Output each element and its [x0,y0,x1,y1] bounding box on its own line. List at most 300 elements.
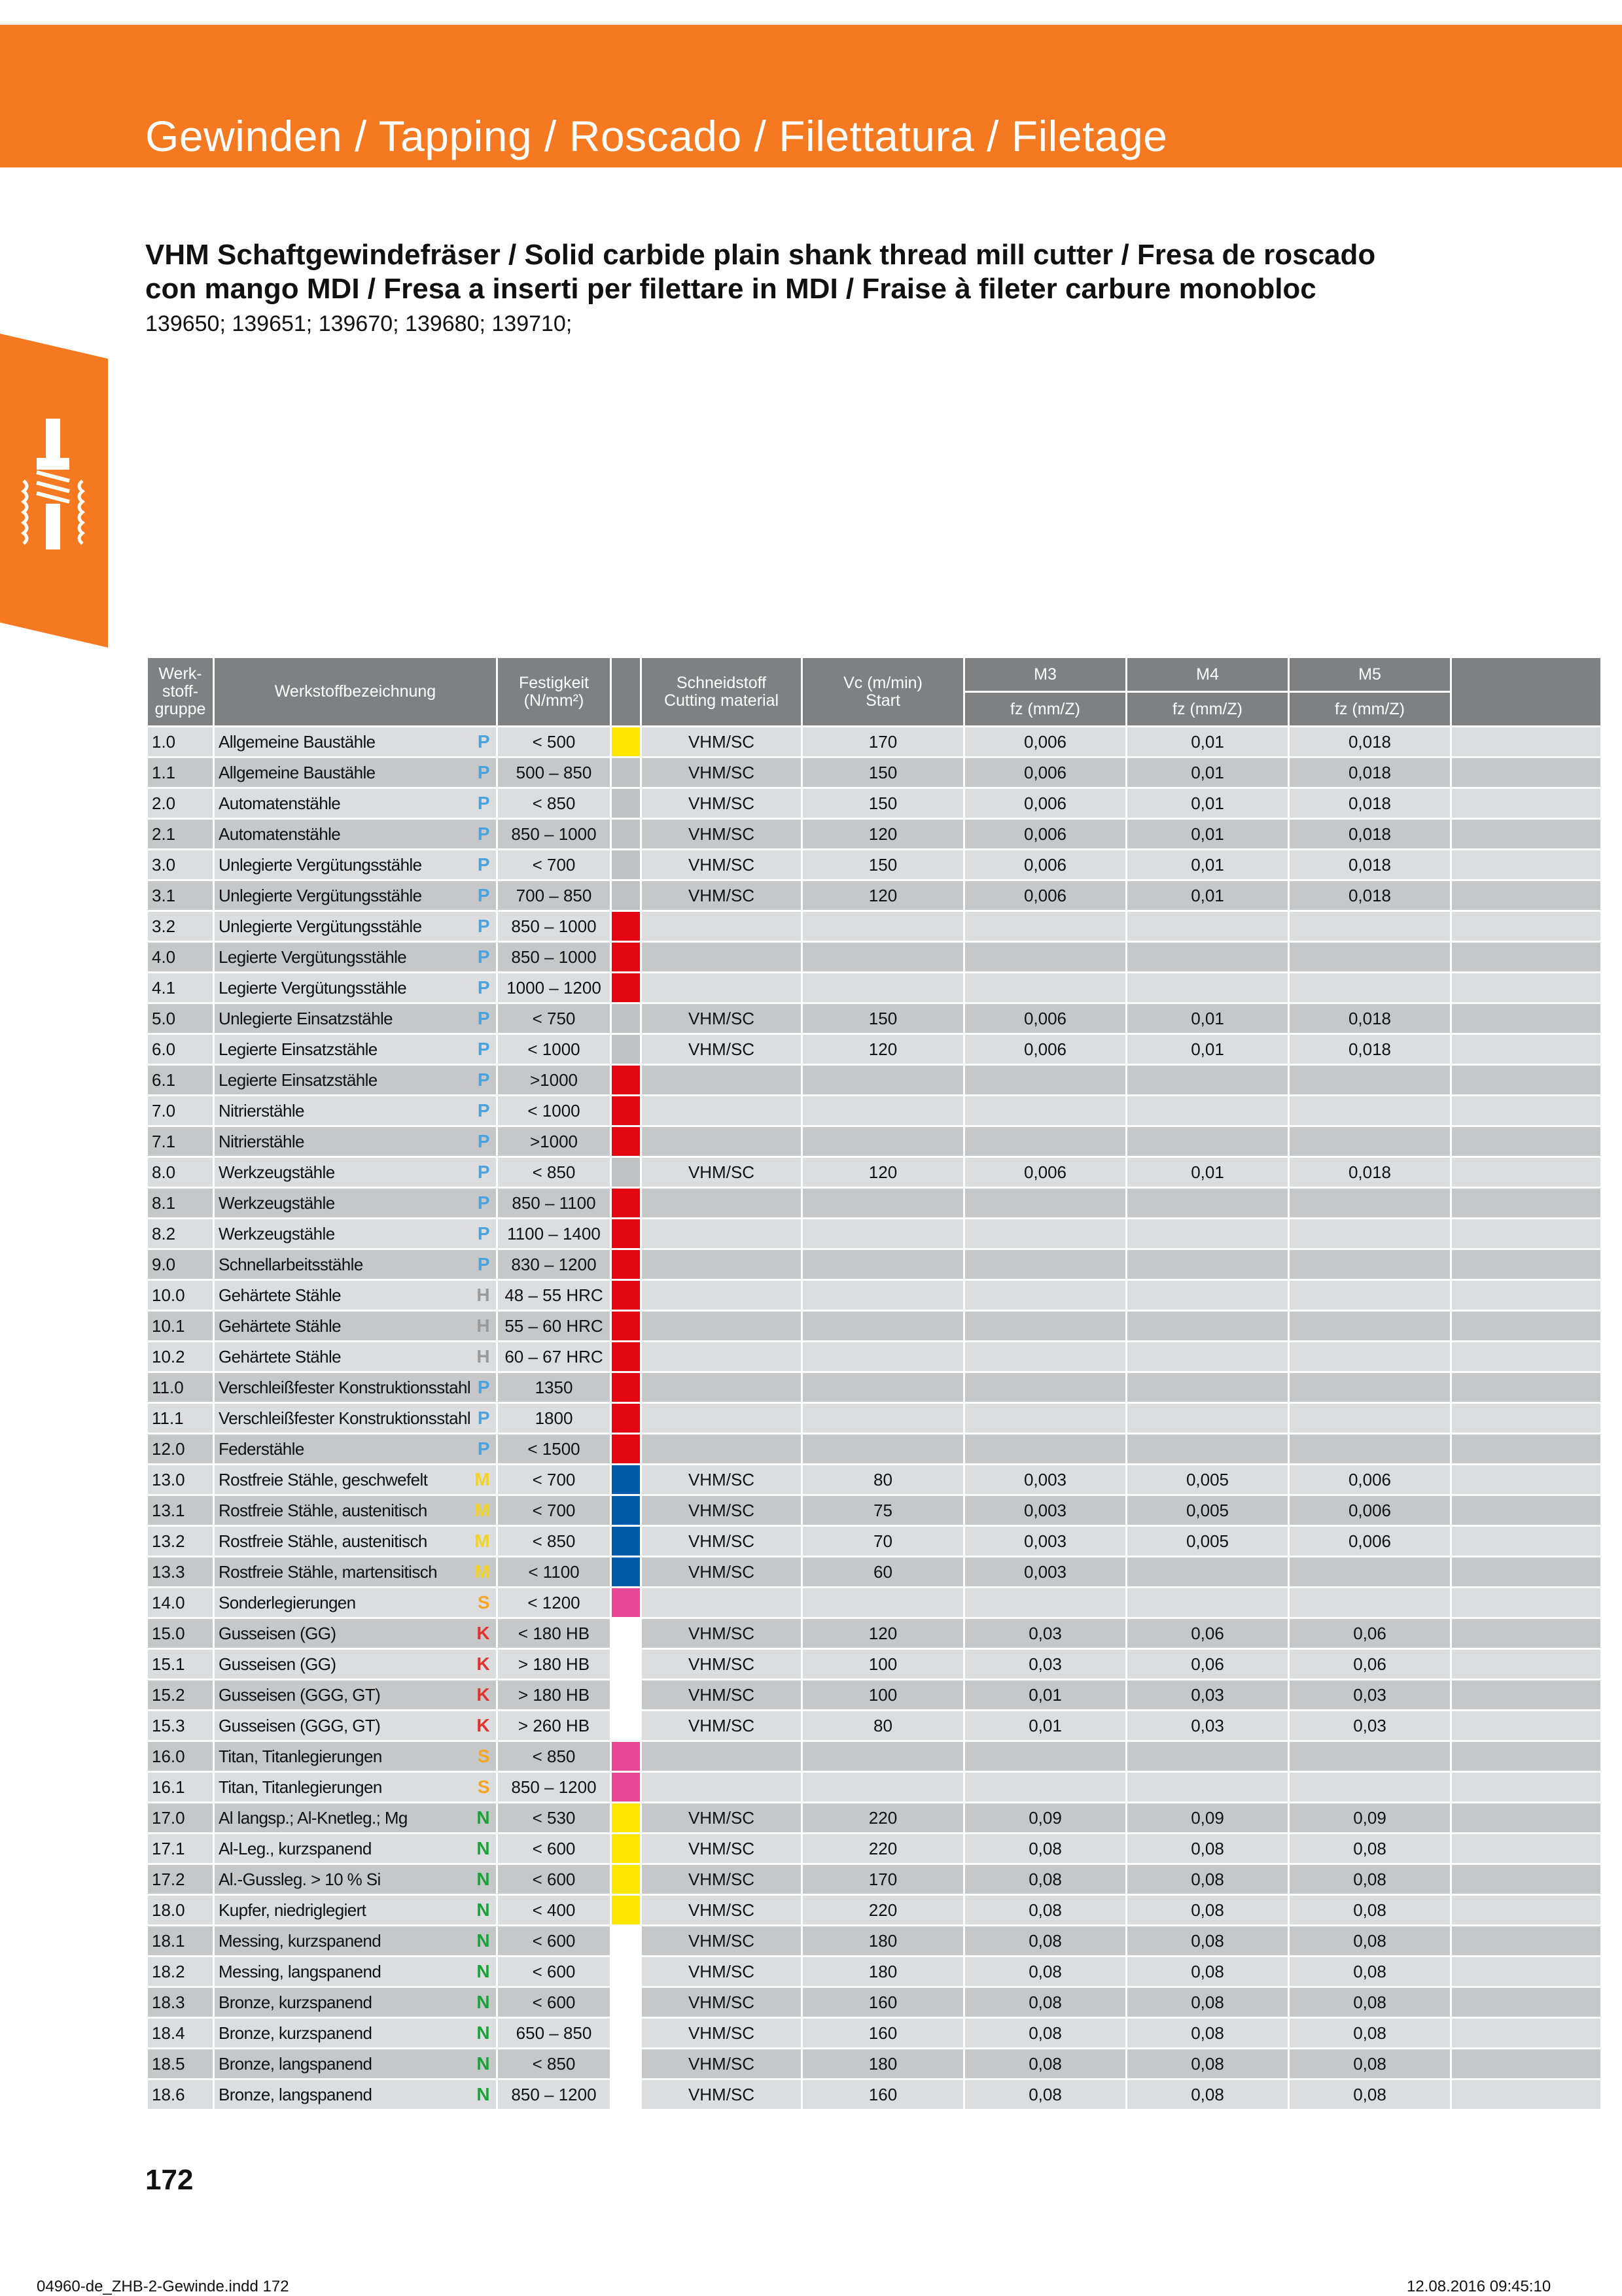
table-row [148,973,1602,1004]
feed-m5: 0,08 [1290,2049,1452,2080]
material-group: 2.1 [148,820,215,850]
material-name [215,1435,498,1465]
table-row [148,1834,1602,1865]
material-class-letter: P [477,977,489,998]
material-name-text: Rostfreie Stähle, austenitisch [219,1500,427,1520]
feed-m3: 0,003 [965,1496,1127,1527]
color-key-swatch [612,1957,642,1988]
feed-m5: 0,08 [1290,1834,1452,1865]
strength: 48 – 55 HRC [498,1281,612,1312]
feed-m3 [965,1250,1127,1281]
feed-m3 [965,1773,1127,1803]
material-class-letter: P [477,1192,489,1213]
cutting-speed [803,1435,965,1465]
cutting-speed: 150 [803,789,965,820]
material-name-text: Bronze, langspanend [219,2053,372,2074]
strength: 700 – 850 [498,881,612,912]
table-row [148,1373,1602,1404]
material-class-letter: N [476,2084,489,2104]
material-class-letter: P [477,1438,489,1459]
material-name [215,1834,498,1865]
feed-m3: 0,09 [965,1803,1127,1834]
color-key-swatch [612,1865,642,1896]
feed-m3: 0,08 [965,1957,1127,1988]
material-name [215,1281,498,1312]
cutting-material: VHM/SC [642,789,803,820]
feed-m3: 0,08 [965,2049,1127,2080]
feed-m4: 0,01 [1127,1158,1290,1189]
cutting-material [642,1096,803,1127]
feed-m5 [1290,1435,1452,1465]
table-row [148,1650,1602,1680]
cutting-material: VHM/SC [642,1004,803,1035]
material-name-text: Unlegierte Vergütungsstähle [219,916,422,936]
empty-cell [1452,1926,1602,1957]
strength: < 600 [498,1834,612,1865]
feed-m3 [965,1281,1127,1312]
material-name [215,943,498,973]
material-class-letter: P [477,916,489,936]
empty-cell [1452,1803,1602,1834]
material-name [215,1896,498,1926]
feed-m4: 0,08 [1127,2049,1290,2080]
strength: 1350 [498,1373,612,1404]
material-name-text: Al.-Gussleg. > 10 % Si [219,1869,381,1889]
cutting-material [642,1404,803,1435]
empty-cell [1452,1219,1602,1250]
material-group: 13.2 [148,1527,215,1557]
material-class-letter: P [477,1008,489,1028]
color-key-swatch [612,881,642,912]
feed-m5 [1290,1773,1452,1803]
feed-m4: 0,01 [1127,820,1290,850]
table-row [148,1250,1602,1281]
cutting-speed: 160 [803,2019,965,2049]
material-group: 8.2 [148,1219,215,1250]
material-class-letter: N [476,1869,489,1889]
header-size-m4: M4 [1127,658,1290,693]
material-group: 7.1 [148,1127,215,1158]
cutting-speed: 170 [803,1865,965,1896]
feed-m4 [1127,1127,1290,1158]
table-row [148,1004,1602,1035]
empty-cell [1452,1281,1602,1312]
strength: < 180 HB [498,1619,612,1650]
cutting-speed: 120 [803,881,965,912]
cutting-material: VHM/SC [642,1834,803,1865]
material-class-letter: K [476,1715,489,1735]
feed-m5 [1290,1312,1452,1342]
feed-m5: 0,018 [1290,758,1452,789]
color-key-swatch [612,789,642,820]
cutting-material: VHM/SC [642,1865,803,1896]
material-name [215,1404,498,1435]
material-name [215,1096,498,1127]
feed-m4: 0,08 [1127,1865,1290,1896]
cutting-speed: 100 [803,1650,965,1680]
material-group: 13.1 [148,1496,215,1527]
feed-m5 [1290,943,1452,973]
feed-m4: 0,01 [1127,1004,1290,1035]
material-name [215,850,498,881]
material-name-text: Gehärtete Stähle [219,1346,341,1366]
cutting-material [642,973,803,1004]
cutting-speed [803,1250,965,1281]
table-row [148,727,1602,758]
strength: 60 – 67 HRC [498,1342,612,1373]
material-class-letter: P [477,1162,489,1182]
color-key-swatch [612,1158,642,1189]
table-row [148,881,1602,912]
material-class-letter: N [476,2053,489,2074]
feed-m5 [1290,1127,1452,1158]
material-group: 1.1 [148,758,215,789]
feed-m3: 0,08 [965,1988,1127,2019]
table-row [148,2019,1602,2049]
material-name [215,1650,498,1680]
cutting-material: VHM/SC [642,1926,803,1957]
material-name-text: Kupfer, niedriglegiert [219,1900,366,1920]
strength: < 850 [498,2049,612,2080]
material-name-text: Gehärtete Stähle [219,1315,341,1336]
strength: 500 – 850 [498,758,612,789]
empty-cell [1452,1711,1602,1742]
material-name [215,1373,498,1404]
strength: 850 – 1200 [498,1773,612,1803]
color-key-swatch [612,1680,642,1711]
cutting-speed [803,1742,965,1773]
empty-cell [1452,1496,1602,1527]
material-group: 17.2 [148,1865,215,1896]
material-name [215,1557,498,1588]
material-group: 13.0 [148,1465,215,1496]
cutting-speed [803,1127,965,1158]
material-name-text: Allgemeine Baustähle [219,731,376,752]
feed-m5: 0,03 [1290,1680,1452,1711]
cutting-speed [803,973,965,1004]
feed-m3: 0,03 [965,1650,1127,1680]
cutting-speed: 150 [803,850,965,881]
feed-m4: 0,01 [1127,758,1290,789]
material-group: 8.1 [148,1189,215,1219]
material-name-text: Federstähle [219,1438,304,1459]
strength: < 1500 [498,1435,612,1465]
header-fz-m3: fz (mm/Z) [965,693,1127,727]
color-key-swatch [612,2049,642,2080]
material-name-text: Gusseisen (GGG, GT) [219,1715,381,1735]
feed-m5 [1290,1373,1452,1404]
color-key-swatch [612,1404,642,1435]
cutting-material: VHM/SC [642,1803,803,1834]
feed-m4: 0,005 [1127,1527,1290,1557]
material-name-text: Allgemeine Baustähle [219,762,376,782]
feed-m4 [1127,1435,1290,1465]
color-key-swatch [612,1281,642,1312]
material-name-text: Verschleißfester Konstruktionsstahl [219,1408,471,1428]
material-group: 18.2 [148,1957,215,1988]
material-name [215,1066,498,1096]
table-row [148,1619,1602,1650]
empty-cell [1452,1680,1602,1711]
table-row [148,1404,1602,1435]
cutting-material [642,1189,803,1219]
feed-m5: 0,006 [1290,1496,1452,1527]
cutting-speed: 150 [803,758,965,789]
material-name [215,1711,498,1742]
feed-m5 [1290,1219,1452,1250]
material-name-text: Gehärtete Stähle [219,1285,341,1305]
feed-m3: 0,003 [965,1527,1127,1557]
feed-m5 [1290,912,1452,943]
empty-cell [1452,1588,1602,1619]
cutting-material [642,943,803,973]
empty-cell [1452,1865,1602,1896]
strength: < 700 [498,1465,612,1496]
feed-m5 [1290,1250,1452,1281]
color-key-swatch [612,727,642,758]
material-class-letter: S [477,1746,489,1766]
material-name [215,1803,498,1834]
color-key-swatch [612,1834,642,1865]
color-key-swatch [612,1127,642,1158]
material-group: 11.0 [148,1373,215,1404]
feed-m3: 0,01 [965,1711,1127,1742]
material-class-letter: N [476,1900,489,1920]
material-name-text: Gusseisen (GG) [219,1654,336,1674]
strength: < 850 [498,1527,612,1557]
empty-cell [1452,1250,1602,1281]
feed-m3 [965,1342,1127,1373]
feed-m5 [1290,1189,1452,1219]
color-key-swatch [612,758,642,789]
strength: < 600 [498,1988,612,2019]
feed-m5: 0,03 [1290,1711,1452,1742]
feed-m4: 0,09 [1127,1803,1290,1834]
strength: < 600 [498,1926,612,1957]
cutting-material: VHM/SC [642,2019,803,2049]
material-name [215,1957,498,1988]
cutting-material: VHM/SC [642,1680,803,1711]
table-row [148,1465,1602,1496]
cutting-material: VHM/SC [642,1465,803,1496]
material-class-letter: N [476,1930,489,1951]
material-group: 10.0 [148,1281,215,1312]
color-key-swatch [612,1588,642,1619]
empty-cell [1452,789,1602,820]
table-row [148,1680,1602,1711]
material-class-letter: M [474,1531,489,1551]
feed-m5: 0,018 [1290,881,1452,912]
material-class-letter: M [474,1561,489,1582]
cutting-speed [803,1404,965,1435]
table-row [148,1527,1602,1557]
material-class-letter: K [476,1654,489,1674]
material-class-letter: N [476,1838,489,1858]
strength: 650 – 850 [498,2019,612,2049]
table-row [148,1096,1602,1127]
material-class-letter: P [477,1408,489,1428]
strength: < 850 [498,1158,612,1189]
header-fz-m4: fz (mm/Z) [1127,693,1290,727]
material-name [215,1865,498,1896]
feed-m3 [965,1373,1127,1404]
cutting-speed [803,1588,965,1619]
material-name-text: Werkzeugstähle [219,1192,335,1213]
material-class-letter: K [476,1684,489,1705]
color-key-swatch [612,1342,642,1373]
material-group: 18.0 [148,1896,215,1926]
feed-m3: 0,01 [965,1680,1127,1711]
feed-m5: 0,018 [1290,1158,1452,1189]
cutting-speed [803,1312,965,1342]
cutting-speed: 220 [803,1803,965,1834]
material-group: 18.3 [148,1988,215,2019]
color-key-swatch [612,2019,642,2049]
feed-m5: 0,018 [1290,789,1452,820]
cutting-material [642,1742,803,1773]
material-class-letter: H [476,1346,489,1366]
cutting-material: VHM/SC [642,1496,803,1527]
page-top-margin [0,0,1622,25]
empty-cell [1452,1127,1602,1158]
color-key-swatch [612,1742,642,1773]
material-name [215,1773,498,1803]
color-key-swatch [612,1035,642,1066]
color-key-swatch [612,1773,642,1803]
feed-m3: 0,006 [965,1035,1127,1066]
material-name [215,1619,498,1650]
strength: < 600 [498,1865,612,1896]
empty-cell [1452,1896,1602,1926]
feed-m3: 0,003 [965,1465,1127,1496]
header-cutting-material: Schneidstoff Cutting material [642,658,803,727]
material-name [215,1742,498,1773]
feed-m3: 0,006 [965,820,1127,850]
material-group: 15.0 [148,1619,215,1650]
strength: < 700 [498,850,612,881]
material-name-text: Bronze, kurzspanend [219,1992,372,2012]
empty-cell [1452,850,1602,881]
material-name-text: Nitrierstähle [219,1100,304,1121]
material-class-letter: P [477,1039,489,1059]
material-name-text: Titan, Titanlegierungen [219,1746,382,1766]
feed-m5: 0,08 [1290,1896,1452,1926]
feed-m3: 0,003 [965,1557,1127,1588]
material-class-letter: M [474,1469,489,1489]
cutting-speed [803,1096,965,1127]
color-key-swatch [612,1250,642,1281]
cutting-material: VHM/SC [642,1988,803,2019]
material-name-text: Bronze, langspanend [219,2084,372,2104]
strength: < 1000 [498,1035,612,1066]
empty-cell [1452,1650,1602,1680]
table-row [148,1865,1602,1896]
feed-m4 [1127,943,1290,973]
cutting-material: VHM/SC [642,1619,803,1650]
material-name [215,727,498,758]
table-row [148,758,1602,789]
feed-m4 [1127,1281,1290,1312]
empty-cell [1452,1189,1602,1219]
feed-m5 [1290,1066,1452,1096]
empty-cell [1452,1066,1602,1096]
table-row [148,1711,1602,1742]
feed-m4: 0,08 [1127,1926,1290,1957]
material-name [215,1312,498,1342]
feed-m4: 0,01 [1127,727,1290,758]
cutting-speed: 180 [803,1957,965,1988]
header-material-name: Werkstoffbezeichnung [215,658,498,727]
cutting-material [642,912,803,943]
material-class-letter: N [476,1807,489,1828]
empty-cell [1452,1404,1602,1435]
material-name [215,881,498,912]
empty-cell [1452,2019,1602,2049]
material-name-text: Unlegierte Einsatzstähle [219,1008,393,1028]
feed-m4: 0,01 [1127,1035,1290,1066]
material-class-letter: K [476,1623,489,1643]
color-key-swatch [612,1803,642,1834]
empty-cell [1452,1342,1602,1373]
material-name-text: Automatenstähle [219,824,341,844]
material-group: 4.0 [148,943,215,973]
color-key-swatch [612,1373,642,1404]
header-color-key [612,658,642,727]
table-row [148,1773,1602,1803]
table-row [148,1312,1602,1342]
color-key-swatch [612,973,642,1004]
feed-m3: 0,006 [965,789,1127,820]
cutting-speed: 120 [803,820,965,850]
strength: < 500 [498,727,612,758]
color-key-swatch [612,1189,642,1219]
color-key-swatch [612,1312,642,1342]
feed-m5: 0,006 [1290,1527,1452,1557]
print-file-name: 04960-de_ZHB-2-Gewinde.indd 172 [37,2278,289,2295]
cutting-material: VHM/SC [642,1711,803,1742]
material-name-text: Bronze, kurzspanend [219,2023,372,2043]
table-row [148,1588,1602,1619]
material-class-letter: N [476,1992,489,2012]
table-row [148,1988,1602,2019]
table-row [148,850,1602,881]
strength: > 180 HB [498,1650,612,1680]
feed-m4: 0,03 [1127,1711,1290,1742]
empty-cell [1452,1957,1602,1988]
strength: < 1200 [498,1588,612,1619]
material-class-letter: P [477,731,489,752]
material-name [215,2080,498,2111]
material-group: 4.1 [148,973,215,1004]
table-row [148,820,1602,850]
material-name-text: Automatenstähle [219,793,341,813]
cutting-material: VHM/SC [642,1557,803,1588]
color-key-swatch [612,1711,642,1742]
feed-m4: 0,06 [1127,1619,1290,1650]
feed-m3 [965,1127,1127,1158]
material-name-text: Sonderlegierungen [219,1592,356,1612]
cutting-speed [803,1342,965,1373]
material-name-text: Unlegierte Vergütungsstähle [219,854,422,875]
empty-cell [1452,758,1602,789]
strength: 1800 [498,1404,612,1435]
table-row [148,943,1602,973]
material-group: 12.0 [148,1435,215,1465]
material-name [215,1342,498,1373]
feed-m3: 0,08 [965,1896,1127,1926]
feed-m4: 0,03 [1127,1680,1290,1711]
feed-m5: 0,08 [1290,1988,1452,2019]
